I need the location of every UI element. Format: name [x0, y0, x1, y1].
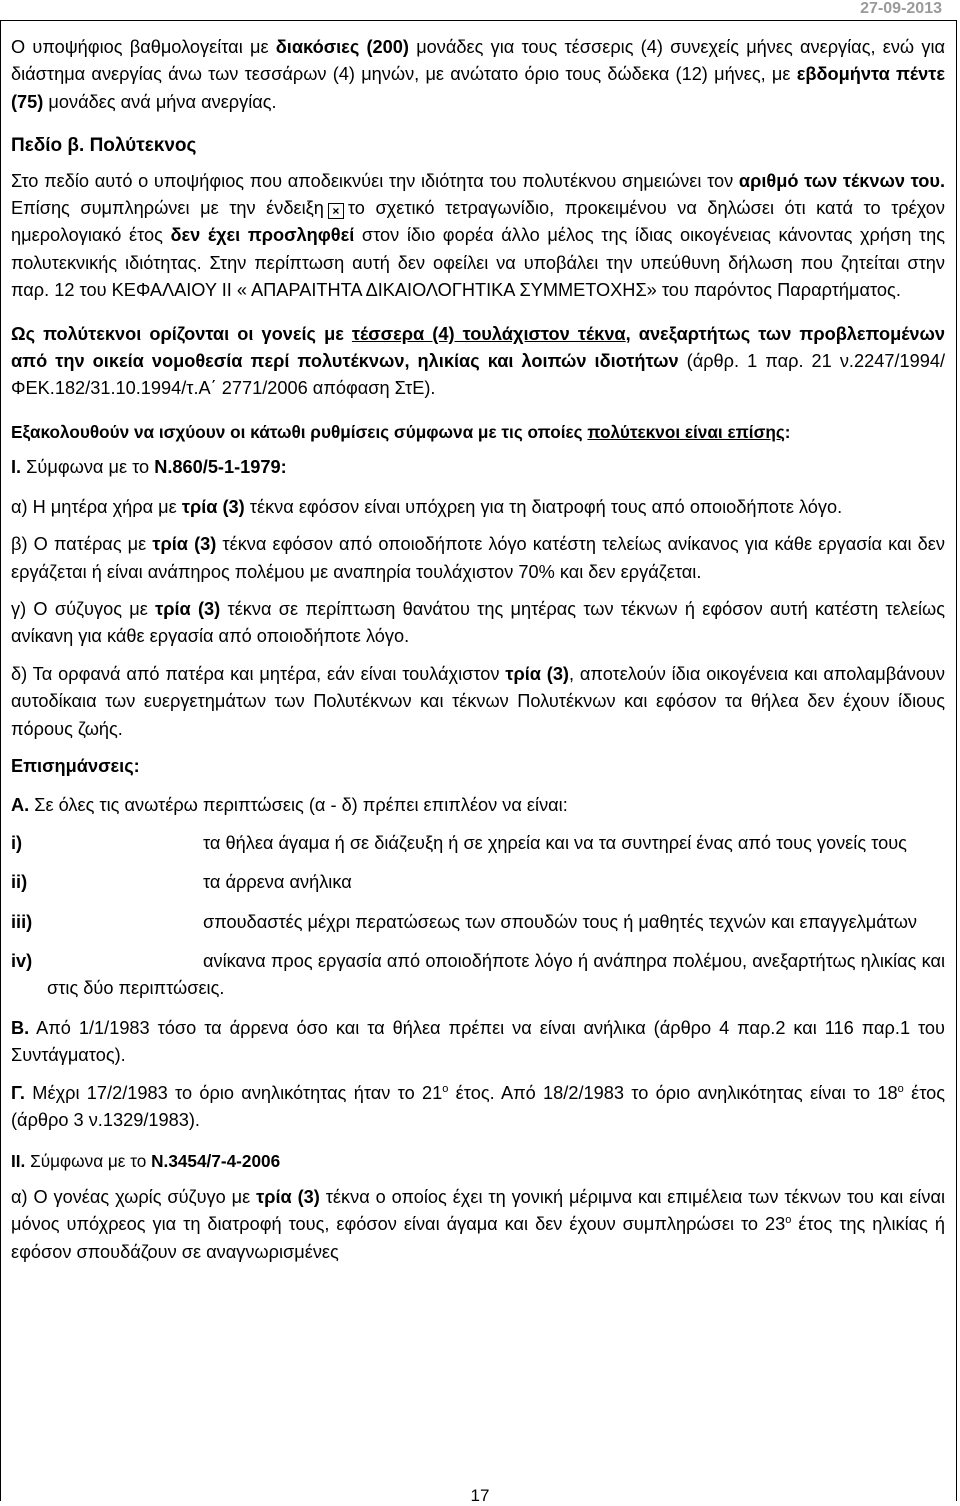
paragraph-definition: Ως πολύτεκνοι ορίζονται οι γονείς με τέσσερα (4) τουλάχιστον τέκνα, ανεξαρτήτως των προβλεπομένων από την οικεία νομοθεσία περί πολυτέκνων, ηλικίας και λοιπών ιδιοτήτων (άρθρ. 1 παρ. 21 ν.2247/1994/ΦΕΚ.182/31.10.1994/τ.Α΄ 2771/2006 απόφαση ΣτΕ). [11, 323, 945, 399]
case-alpha: α) Η μητέρα χήρα με τρία (3) τέκνα εφόσον είναι υπόχρεη για τη διατροφή τους από οποιοδήποτε λόγο. [11, 496, 843, 517]
note-b: Β. Από 1/1/1983 τόσο τα άρρενα όσο και τα θήλεα πρέπει να είναι ανήλικα (άρθρο 4 παρ.2 και 116 παρ.1 του Συντάγματος). [11, 1017, 945, 1066]
notes-heading: Επισημάνσεις: [11, 755, 140, 776]
paragraph-also-valid: Εξακολουθούν να ισχύουν οι κάτωθι ρυθμίσεις σύμφωνα με τις οποίες πολύτεκνοι είναι επίσης: [11, 421, 791, 442]
note-a: Α. Σε όλες τις ανωτέρω περιπτώσεις (α - δ) πρέπει επιπλέον να είναι: [11, 795, 568, 816]
case-gamma: γ) Ο σύζυγος με τρία (3) τέκνα σε περίπτωση θανάτου της μητέρας των τέκνων ή εφόσον αυτή κατέστη τελείως ανίκανη για κάθε εργασία από οποιοδήποτε λόγο. [11, 598, 945, 647]
list-item: iii) σπουδαστές μέχρι περατώσεως των σπουδών τους ή μαθητές τεχνών και επαγγελμάτων [11, 911, 918, 932]
document-body [11, 34, 945, 1266]
paragraph-polyteknos: Στο πεδίο αυτό ο υποψήφιος που αποδεικνύει την ιδιότητα του πολυτέκνου σημειώνει τον αριθμό των τέκνων του. Επίσης συμπληρώνει με την ένδειξη × το σχετικό τετραγωνίδιο, προκειμένου να δηλώσει ότι κατά το τρέχον ημερολογιακό έτος δεν έχει προσληφθεί στον ίδιο φορέα άλλο μέλος της ίδιας οικογένειας κάνοντας χρήση της πολυτεκνικής ιδιότητας. Στην περίπτωση αυτή δεν οφείλει να υποβάλει την υπεύθυνη δήλωση που ζητείται στην παρ. 12 του ΚΕΦΑΛΑΙΟΥ ΙΙ « ΑΠΑΡΑΙΤΗΤΑ ΔΙΚΑΙΟΛΟΓΗΤΙΚΑ ΣΥΜΜΕΤΟΧΗΣ» του παρόντος Παραρτήματος. [11, 170, 946, 301]
case-alpha-law2: α) Ο γονέας χωρίς σύζυγο με τρία (3) τέκνα ο οποίος έχει τη γονική μέριμνα και επιμέλεια των τέκνων του και είναι μόνος υπόχρεος για τη διατροφή τους, εφόσον είναι άγαμα και δεν έχουν συμπληρώσει το $23^o$ έτος της ηλικίας ή εφόσον σπουδάζουν σε αναγνωρισμένες [11, 1186, 946, 1262]
paragraph-scoring: Ο υποψήφιος βαθμολογείται με διακόσιες (200) μονάδες για τους τέσσερις (4) συνεχείς μήνες ανεργίας, ενώ για διάστημα ανεργίας άνω των τεσσάρων (4) μηνών, με ανώτατο όριο τους δώδεκα (12) μήνες, με εβδομήντα πέντε (75) μονάδες ανά μήνα ανεργίας. [11, 37, 946, 112]
list-item: ii) τα άρρενα ανήλικα [11, 872, 352, 893]
page-number: 17 [470, 1486, 490, 1505]
note-c: Γ. Μέχρι 17/2/1983 το όριο ανηλικότητας ήταν το $21^o$ έτος. Από 18/2/1983 το όριο ανηλικότητας είναι το $18^o$ έτος (άρθρο 3 ν.1329/1983). [11, 1082, 946, 1130]
document-date: 27-09-2013 [860, 0, 942, 17]
section-heading-pedio-b: Πεδίο β. Πολύτεκνος [11, 135, 197, 157]
case-delta: δ) Τα ορφανά από πατέρα και μητέρα, εάν είναι τουλάχιστον τρία (3), αποτελούν ίδια οικογένεια και απολαμβάνουν αυτοδίκαια των ευεργετημάτων των Πολυτέκνων και τέκνων Πολυτέκνων και εφόσον τα θήλεα δεν έχουν ίδιους πόρους ζωής. [11, 663, 946, 739]
list-item: i) τα θήλεα άγαμα ή σε διάζευξη ή σε χηρεία και να τα συντηρεί ένας από τους γονείς τους [11, 832, 907, 853]
checkbox-x-icon: × [328, 203, 344, 219]
list-item: iv) ανίκανα προς εργασία από οποιοδήποτε λόγο ή ανάπηρα πολέμου, ανεξαρτήτως ηλικίας και στις δύο περιπτώσεις. [11, 950, 945, 999]
law-860-heading: Ι. Σύμφωνα με το Ν.860/5-1-1979: [11, 457, 287, 478]
case-beta: β) Ο πατέρας με τρία (3) τέκνα εφόσον από οποιοδήποτε λόγο κατέστη τελείως ανίκανος για κάθε εργασία και δεν εργάζεται ή είναι ανάπηρος πολέμου με αναπηρία τουλάχιστον 70% και δεν εργάζεται. [11, 534, 945, 582]
law-3454-heading: ΙΙ. Σύμφωνα με το Ν.3454/7-4-2006 [11, 1151, 281, 1172]
